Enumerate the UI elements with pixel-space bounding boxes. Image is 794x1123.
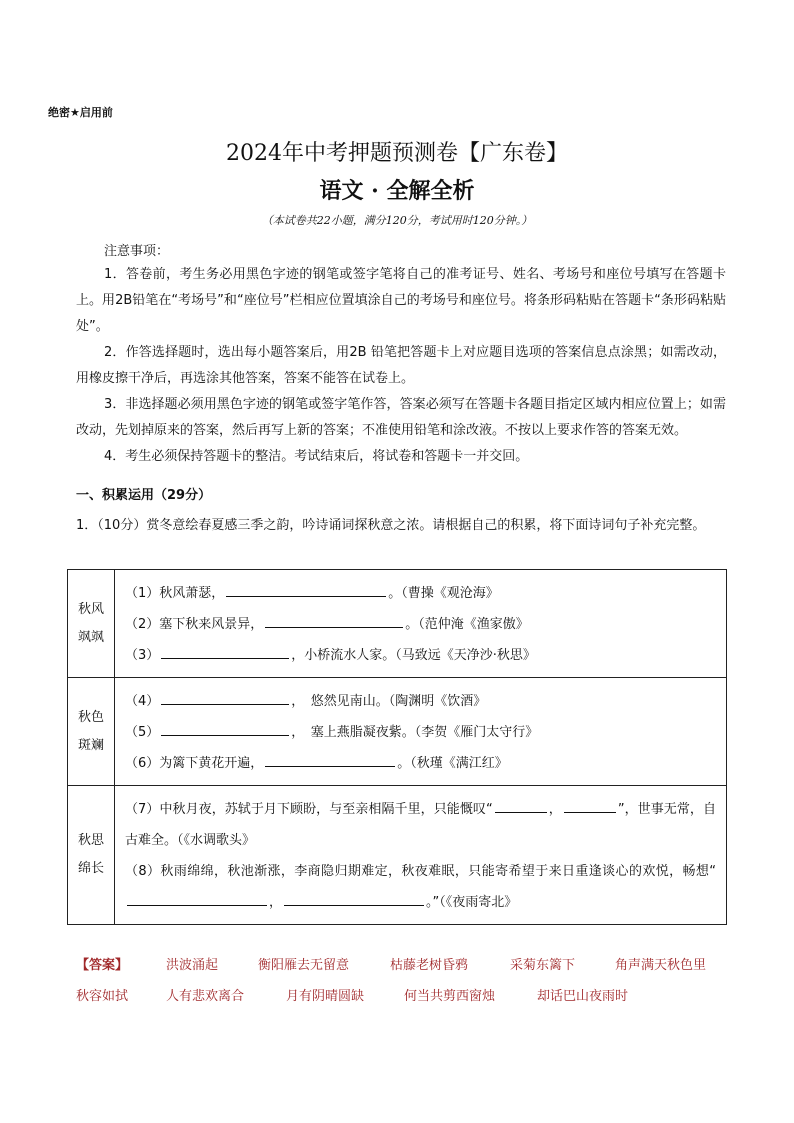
category-cell: [68, 570, 115, 678]
answer-blank[interactable]: [265, 752, 395, 767]
category-cell: [68, 786, 115, 925]
poem-row-autumn-wind: [68, 570, 727, 678]
answer-item: 角声满天秋色里: [615, 958, 707, 973]
notice-item-2: 2．作答选择题时，选出每小题答案后，用2B 铅笔把答题卡上对应题目选项的答案信息点涂黑；如需改动，用橡皮擦干净后，再选涂其他答案，答案不能答在试卷上。: [76, 345, 726, 386]
exam-title: 2024年中考押题预测卷【广东卷】: [226, 141, 568, 166]
notice-item-1: 1．答卷前，考生务必用黑色字迹的钢笔或签字笔将自己的准考证号、姓名、考场号和座位号填写在答题卡上。用2B铅笔在“考场号”和“座位号”栏相应位置填涂自己的考场号和座位号。将条形码粘贴在答题卡“条形码粘贴处”。: [76, 267, 726, 334]
notice-item-4: 4．考生必须保持答题卡的整洁。考试结束后，将试卷和答题卡一并交回。: [104, 449, 529, 464]
lines-cell: [115, 786, 727, 925]
answer-item: 何当共剪西窗烛: [404, 989, 496, 1004]
poem-line-6: （6）为篱下黄花开遍， 。（秋瑾《满江红》: [125, 748, 716, 779]
secret-mark: 绝密★启用前: [48, 106, 113, 119]
notice-title: 注意事项：: [104, 244, 170, 259]
section-heading: 一、积累运用（29分）: [76, 488, 212, 503]
category-label: 秋思绵长: [77, 833, 104, 876]
poem-line-7: （7）中秋月夜，苏轼于月下顾盼，与至亲相隔千里，只能慨叹“ ， ”，世事无常，自古难全。（《水调歌头》: [125, 794, 716, 856]
poem-line-8: （8）秋雨绵绵，秋池渐涨，李商隐归期难定，秋夜难眠，只能寄希望于来日重逢谈心的欢悦，畅想“， 。”（《夜雨寄北》: [125, 864, 716, 910]
poem-line-3: （3） ，小桥流水人家。（马致远《天净沙·秋思》: [125, 640, 716, 671]
answer-label: 【答案】: [76, 958, 129, 973]
answer-blank[interactable]: [226, 582, 386, 597]
answer-item: 枯藤老树昏鸦: [390, 958, 469, 973]
answer-blank[interactable]: [284, 891, 424, 906]
category-label: 秋色斑斓: [77, 709, 104, 753]
answer-row-1: [76, 954, 128, 973]
answer-blank[interactable]: [265, 613, 403, 628]
poem-line-2: （2）塞下秋来风景异， 。（范仲淹《渔家傲》: [125, 609, 716, 640]
poem-line-5: （5） ， 塞上燕脂凝夜紫。（李贺《雁门太守行》: [125, 717, 716, 748]
answer-blank[interactable]: [161, 644, 289, 659]
answer-item: 采菊东篱下: [510, 958, 576, 973]
question-1-stem: 1．（10分）赏冬意绘春夏感三季之韵，吟诗诵词探秋意之浓。请根据自己的积累，将下面诗词句子补充完整。: [76, 518, 706, 533]
poem-table: [67, 569, 727, 925]
answer-blank[interactable]: [564, 798, 616, 813]
answer-blank[interactable]: [127, 891, 267, 906]
answer-item: 月有阴晴圆缺: [286, 989, 365, 1004]
poem-line-4: （4） ， 悠然见南山。（陶渊明《饮酒》: [125, 686, 716, 717]
answer-item: 却话巴山夜雨时: [537, 989, 629, 1004]
answer-item: 衡阳雁去无留意: [258, 958, 350, 973]
exam-subtitle: 语文 · 全解全析: [319, 178, 475, 204]
poem-row-autumn-thought: [68, 786, 727, 925]
answer-item: 人有悲欢离合: [166, 989, 245, 1004]
answer-blank[interactable]: [161, 721, 289, 736]
category-label: 秋风飒飒: [77, 601, 104, 645]
answer-blank[interactable]: [161, 690, 289, 705]
lines-cell: [115, 678, 727, 786]
notice-item-3: 3．非选择题必须用黑色字迹的钢笔或签字笔作答，答案必须写在答题卡各题目指定区域内相应位置上；如需改动，先划掉原来的答案，然后再写上新的答案；不准使用铅笔和涂改液。不按以上要求作答的答案无效。: [76, 397, 726, 438]
answer-blank[interactable]: [495, 798, 547, 813]
lines-cell: [115, 570, 727, 678]
category-cell: [68, 678, 115, 786]
exam-info: （本试卷共22小题，满分120分，考试用时120分钟。）: [261, 214, 533, 227]
poem-line-1: （1）秋风萧瑟， 。（曹操《观沧海》: [125, 578, 716, 609]
poem-row-autumn-color: [68, 678, 727, 786]
answer-item: 秋容如拭: [76, 989, 129, 1004]
answer-item: 洪波涌起: [166, 958, 219, 973]
